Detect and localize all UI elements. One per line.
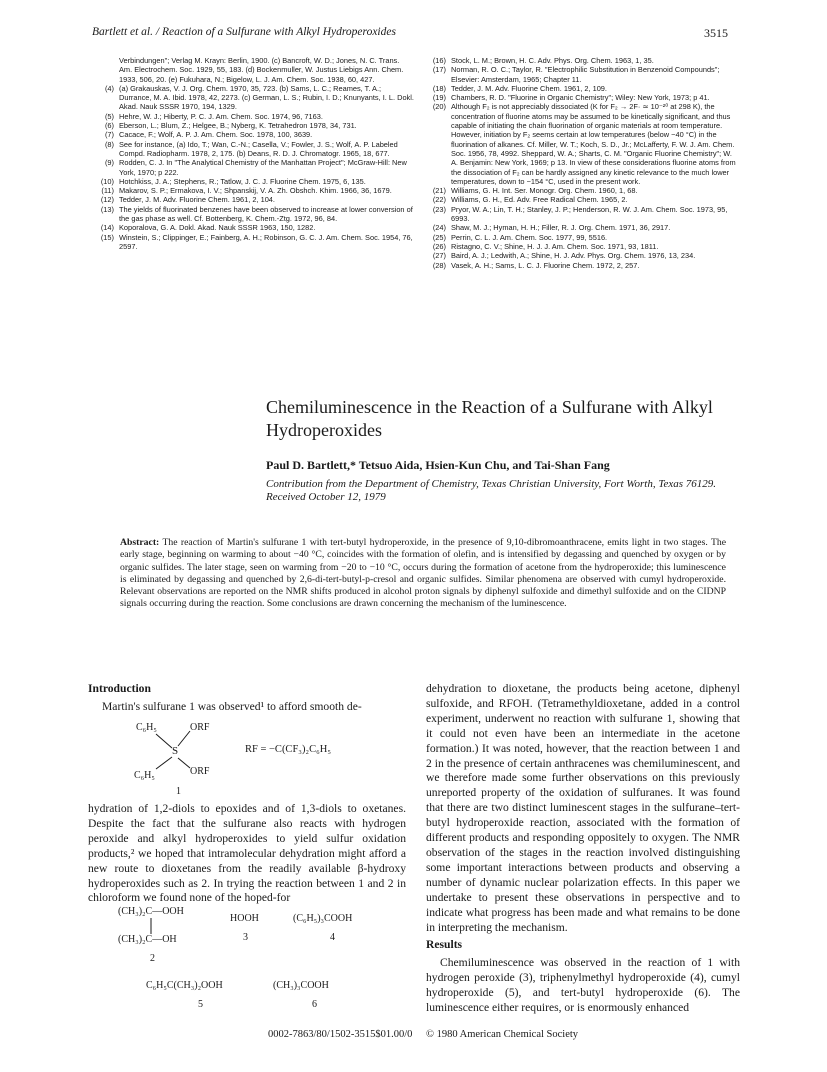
reference-number: (8)	[104, 139, 114, 149]
reference-text: The yields of fluorinated benzenes have been observed to increase at lower conversion of the gas phase as well. Cf. Bottenberg, K. Chem.-Ztg. 1972, 96, 84.	[119, 204, 413, 224]
reference-entry	[92, 186, 414, 195]
structure-4-label: 4	[330, 932, 335, 943]
reference-entry	[92, 223, 414, 232]
structure-1-label: 1	[176, 786, 181, 797]
reference-entry	[424, 205, 736, 224]
results-heading: Results	[426, 938, 463, 951]
running-header	[92, 26, 728, 38]
structure-1-top-left: C₆H₅	[136, 722, 157, 733]
reference-text: Pryor, W. A.; Lin, T. H.; Stanley, J. P.; Henderson, R. W. J. Am. Chem. Soc. 1973, 95, 6993.	[451, 204, 728, 224]
reference-text: Norman, R. O. C.; Taylor, R. "Electrophilic Substitution in Benzenoid Compounds"; Elsevier: Amsterdam, 1965; Chapter 11.	[451, 65, 720, 84]
reference-entry	[424, 242, 736, 251]
structure-1-top-right: ORF	[190, 722, 210, 733]
structure-5-formula: C₆H₅C(CH₃)₂OOH	[146, 980, 223, 991]
structure-2-label: 2	[150, 953, 155, 964]
reference-number: (12)	[100, 195, 114, 205]
reference-entry	[92, 140, 414, 159]
introduction-heading: Introduction	[88, 682, 151, 695]
reference-entry	[424, 93, 736, 102]
article-authors: Paul D. Bartlett,* Tetsuo Aida, Hsien-Kun Chu, and Tai-Shan Fang	[266, 458, 610, 472]
references-left-column	[92, 56, 414, 251]
reference-text: Makarov, S. P.; Ermakova, I. V.; Shpanskij, V. A. Zh. Obshch. Khim. 1966, 36, 1679.	[119, 186, 392, 196]
references-right-column	[424, 56, 736, 270]
reference-number: (7)	[104, 130, 114, 140]
reference-number	[92, 56, 119, 84]
reference-number: (23)	[432, 204, 446, 214]
reference-entry	[424, 261, 736, 270]
received-date: Received October 12, 1979	[266, 491, 386, 503]
reference-number: (10)	[100, 176, 114, 186]
reference-entry	[92, 56, 414, 84]
reference-text: Tedder, J. M. Adv. Fluorine Chem. 1961, 2, 104.	[119, 195, 275, 205]
footer-code: 0002-7863/80/1502-3515$01.00/0	[268, 1029, 413, 1040]
reference-text: Although F₂ is not appreciably dissociated (K for F₂ → 2F· ≃ 10⁻²⁰ at 298 K), the concentration of fluorine atoms may be assumed to be kinetically significant, and thus capable of initiating the chain fluorination of organic materials at room temperature. However, initiation by F₂ seems certain at low temperatures (below −40 °C) in the fluorination of alkanes. Cf. Miller, W. T.; Koch, S. D., Jr.; McLafferty, F. W. J. Am. Chem. Soc. 1956, 78, 4992. Sheppard, W. A.; Sharts, C. M. "Organic Fluorine Chemistry"; W. A. Benjamin: New York, 1969; p 13. In view of these considerations fluorine atoms from the dissociation of F₂ can be hardly assigned any kinetic relevance to the much lower temperatures, down to −154 °C, used in the present work.	[451, 102, 736, 186]
reference-number: (9)	[104, 158, 114, 168]
abstract-label: Abstract:	[120, 537, 160, 548]
structure-5-label: 5	[198, 999, 203, 1010]
reference-number: (18)	[432, 83, 446, 93]
reference-number: (24)	[432, 223, 446, 233]
reference-text: Baird, A. J.; Ledwith, A.; Shine, H. J. Adv. Phys. Org. Chem. 1976, 13, 234.	[451, 251, 696, 261]
reference-number: (4)	[104, 83, 114, 93]
reference-number: (26)	[432, 241, 446, 251]
structure-3-label: 3	[243, 932, 248, 943]
reference-entry	[92, 158, 414, 177]
reference-text: Rodden, C. J. In "The Analytical Chemistry of the Manhattan Project"; McGraw-Hill: New York, 1970; p 222.	[119, 158, 407, 177]
reference-text: Perrin, C. L. J. Am. Chem. Soc. 1977, 99, 5516.	[451, 232, 608, 242]
reference-number: (17)	[432, 65, 446, 75]
structure-1-bonds	[150, 728, 200, 774]
reference-text: Tedder, J. M. Adv. Fluorine Chem. 1961, 2, 109.	[451, 83, 607, 93]
abstract-text: The reaction of Martin's sulfurane 1 with tert-butyl hydroperoxide, in the presence of 9,10-dibromoanthracene, emits light in two stages. The early stage, beginning on warming to about −40 °C, coincides with the formation of olefin, and is intensified by degassing and quenched by oxygen or by organic sulfides. The later stage, seen on warming from −20 to −10 °C, occurs during the formation of acetone from the hydroperoxide; this luminescence is eliminated by degassing and quenched by 2,6-di-tert-butyl-p-cresol and organic sulfides. Similar phenomena are observed with cumyl hydroperoxide. Relevant observations are reported on the NMR shifts produced in alcohol proton signals by diphenyl sulfoxide and dimethyl sulfoxide and on the CIDNP signals occurring during the reaction. Some conclusions are drawn concerning the mechanism of the luminescence.	[120, 537, 727, 610]
reference-number: (28)	[432, 260, 446, 270]
reference-text: (a) Grakauskas, V. J. Org. Chem. 1970, 35, 723. (b) Sams, L. C.; Reames, T. A.; Durrance, M. A. Ibid. 1978, 42, 2273. (c) German, L. S.; Rubin, I. D.; Knunyants, I. L. Dokl. Akad. Nauk SSSR 1970, 194, 1329.	[119, 83, 414, 112]
structure-6-label: 6	[312, 999, 317, 1010]
reference-entry	[92, 84, 414, 112]
reference-text: Hotchkiss, J. A.; Stephens, R.; Tatlow, J. C. J. Fluorine Chem. 1975, 6, 135.	[119, 176, 366, 186]
structure-2-line-2: (CH₃)₂C—OH	[118, 934, 177, 945]
reference-entry	[92, 130, 414, 139]
reference-text: Stock, L. M.; Brown, H. C. Adv. Phys. Org. Chem. 1963, 1, 35.	[451, 56, 654, 65]
right-column-paragraph-1: dehydration to dioxetane, the products being acetone, diphenyl sulfoxide, and RFOH. (Tetramethyldioxetane, added in a control experiment, underwent no reaction with sulfurane 1, showing that it could not even have been an intermediate in the acetone formation.) It was noted, however, that the reaction between 1 and 2 in the presence of certain anthracenes was chemiluminescent, and we therefore made some further observations on this previously unreported property of the oxidation of sulfuranes. It was found that there are two distinct luminescent stages in the sulfurane–tert-butyl hydroperoxide reaction, associated with the formation of different products and responding oppositely to oxygen. The NMR observation of the stages in the reaction involved distinguishing some important interactions between products and observing a number of dynamic nuclear polarization effects. In this paper we undertake to present these observations in perspective and to indicate what progress has been made and what remains to be done in interpreting the mechanism.	[426, 682, 740, 934]
intro-paragraph-1: Martin's sulfurane 1 was observed¹ to afford smooth de-	[102, 700, 362, 713]
reference-entry	[424, 84, 736, 93]
reference-text: Verbindungen"; Verlag M. Krayn: Berlin, 1900. (c) Bancroft, W. D.; Jones, N. C. Trans. Am. Electrochem. Soc. 1929, 55, 183. (d) Bockenmuller, W. Justus Liebigs Ann. Chem. 1933, 506, 20. (e) Fukuhara, N.; Bigelow, L. J. Am. Chem. Soc. 1938, 60, 427.	[119, 56, 404, 84]
rf-definition: RF = −C(CF₃)₂C₆H₅	[245, 744, 332, 755]
reference-text: Cacace, F.; Wolf, A. P. J. Am. Chem. Soc. 1978, 100, 3639.	[119, 130, 313, 140]
reference-entry	[92, 177, 414, 186]
reference-entry	[424, 251, 736, 260]
article-title: Chemiluminescence in the Reaction of a Sulfurane with Alkyl Hydroperoxides	[266, 397, 713, 440]
reference-entry	[424, 195, 736, 204]
structure-6-formula: (CH₃)₃COOH	[273, 980, 329, 991]
results-paragraph-1: Chemiluminescence was observed in the reaction of 1 with hydrogen peroxide (3), triphenylmethyl hydroperoxide (4), cumyl hydroperoxide (5), and tert-butyl hydroperoxide (6). The luminescence either requires, or is enormously enhanced	[426, 956, 740, 1014]
footer-copyright: © 1980 American Chemical Society	[426, 1029, 579, 1040]
reference-text: Shaw, M. J.; Hyman, H. H.; Filler, R. J. Org. Chem. 1971, 36, 2917.	[451, 223, 671, 233]
reference-number: (20)	[432, 102, 446, 112]
reference-entry	[424, 186, 736, 195]
reference-number: (6)	[104, 121, 114, 131]
reference-entry	[92, 121, 414, 130]
reference-entry	[92, 112, 414, 121]
reference-number: (22)	[432, 195, 446, 205]
intro-paragraph-2: hydration of 1,2-diols to epoxides and of 1,3-diols to oxetanes. Despite the fact that the sulfurane also reacts with hydrogen peroxide and alkyl hydroperoxides to yield sulfur oxidation products,² we hoped that intramolecular dehydration might afford a new route to dioxetanes from the readily available β-hydroxy hydroperoxides such as 2. In trying the reaction between 1 and 2 in chloroform we found none of the hoped-for	[88, 802, 406, 905]
reference-number: (13)	[100, 204, 114, 214]
running-title: Bartlett et al. / Reaction of a Sulfurane with Alkyl Hydroperoxides	[92, 26, 396, 38]
structure-1-sulfur: S	[172, 745, 179, 757]
reference-entry	[92, 195, 414, 204]
reference-text: Williams, G. H., Ed. Adv. Free Radical Chem. 1965, 2.	[451, 195, 628, 205]
reference-entry	[92, 205, 414, 224]
structure-1-bottom-right: ORF	[190, 766, 210, 777]
reference-number: (11)	[101, 186, 114, 196]
reference-text: See for instance, (a) Ido, T.; Wan, C.-N.; Casella, V.; Fowler, J. S.; Wolf, A. P. Labeled Compd. Radiopharm. 1978, 2, 175. (b) Deans, R. D. J. Chromatogr. 1965, 18, 677.	[119, 139, 398, 158]
reference-number: (16)	[432, 56, 446, 65]
reference-text: Eberson, L.; Blum, Z.; Helgee, B.; Nyberg, K. Tetrahedron 1978, 34, 731.	[119, 121, 357, 131]
structure-3-formula: HOOH	[230, 913, 259, 924]
reference-entry	[92, 233, 414, 252]
reference-number: (5)	[104, 111, 114, 121]
reference-entry	[424, 56, 736, 65]
reference-entry	[424, 233, 736, 242]
reference-text: Vasek, A. H.; Sams, L. C. J. Fluorine Chem. 1972, 2, 257.	[451, 260, 640, 270]
reference-number: (14)	[100, 223, 114, 233]
reference-number: (15)	[100, 232, 114, 242]
affiliation-text: Contribution from the Department of Chemistry, Texas Christian University, Fort Worth, Texas 76129.	[266, 478, 717, 490]
structure-2-line-1: (CH₃)₂C—OOH	[118, 906, 184, 917]
reference-entry	[424, 223, 736, 232]
reference-text: Ristagno, C. V.; Shine, H. J. J. Am. Chem. Soc. 1971, 93, 1811.	[451, 241, 659, 251]
page-number: 3515	[704, 26, 728, 40]
reference-text: Chambers, R. D. "Fluorine in Organic Chemistry"; Wiley: New York, 1973; p 41.	[451, 93, 710, 103]
abstract	[120, 537, 726, 611]
reference-number: (27)	[432, 251, 446, 261]
reference-text: Koporalova, G. A. Dokl. Akad. Nauk SSSR 1963, 150, 1282.	[119, 223, 316, 233]
reference-entry	[424, 65, 736, 84]
reference-number: (25)	[432, 232, 446, 242]
reference-entry	[424, 102, 736, 186]
reference-text: Williams, G. H. Int. Ser. Monogr. Org. Chem. 1960, 1, 68.	[451, 186, 638, 196]
article-affiliation	[266, 478, 726, 504]
structure-1-bottom-left: C₆H₅	[134, 770, 155, 781]
reference-text: Winstein, S.; Clippinger, E.; Fainberg, A. H.; Robinson, G. C. J. Am. Chem. Soc. 1954, 76, 2597.	[119, 232, 413, 251]
reference-number: (21)	[432, 186, 446, 196]
reference-text: Hehre, W. J.; Hiberty, P. C. J. Am. Chem. Soc. 1974, 96, 7163.	[119, 111, 323, 121]
reference-number: (19)	[432, 93, 446, 103]
structure-4-formula: (C₆H₅)₃COOH	[293, 913, 353, 924]
structure-2-bond	[148, 918, 154, 934]
